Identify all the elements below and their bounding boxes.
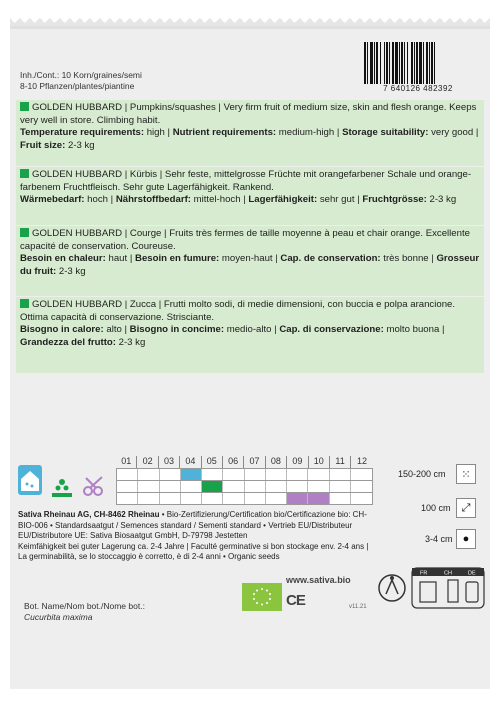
outdoor-cell xyxy=(351,481,372,492)
depth-seed-icon: ● xyxy=(456,529,476,549)
month-label: 09 xyxy=(287,456,308,468)
svg-text:CH: CH xyxy=(444,570,452,577)
description-en: GOLDEN HUBBARD | Pumpkins/squashes | Very firm fruit of medium size, skin and flesh orange. Keeps very well in store. Climbing habit. Temperature requirements: high | Nutrient requirements: medium-high | Storage suitability: very good | Fruit size: 2-3 kg xyxy=(16,100,484,166)
barcode-bar xyxy=(392,42,394,84)
indoor-cell xyxy=(138,469,159,480)
svg-text:FR: FR xyxy=(420,570,428,577)
harvest-cell xyxy=(330,493,351,504)
month-label: 06 xyxy=(223,456,244,468)
company-name: Sativa Rheinau AG, CH-8462 Rheinau xyxy=(18,510,160,519)
outdoor-sowing-icon xyxy=(50,478,74,498)
month-label: 03 xyxy=(159,456,180,468)
eu-organic-logo xyxy=(242,583,282,611)
sowing-depth-value: 3-4 cm xyxy=(425,534,453,544)
barcode-bar xyxy=(395,42,398,84)
contents-line-2: 8-10 Pflanzen/plantes/piantine xyxy=(20,81,135,91)
outdoor-cell xyxy=(181,481,202,492)
month-label: 12 xyxy=(356,456,367,466)
harvest-cell xyxy=(160,493,181,504)
barcode-bar xyxy=(419,42,422,84)
harvest-cell xyxy=(138,493,159,504)
barcode-bar xyxy=(386,42,388,84)
month-label: 05 xyxy=(202,456,223,468)
barcode-bar xyxy=(431,42,433,84)
barcode-bar xyxy=(434,42,435,84)
harvest-cell xyxy=(351,493,372,504)
barcode-bar xyxy=(426,42,428,84)
website-url: www.sativa.bio xyxy=(286,575,351,585)
spacing-dots-icon: ⁙ xyxy=(456,464,476,484)
contents-line-1: Inh./Cont.: 10 Korn/graines/semi xyxy=(20,70,142,80)
description-fr: GOLDEN HUBBARD | Courge | Fruits très fermes de taille moyenne à peau et chair orange. Excellente capacité de conservation. Coureuse. Besoin en chaleur: haut | Besoin en fumure: moyen-haut | Cap. de conservation: très bonne | Grosseur du fruit: 2-3 kg xyxy=(16,226,484,296)
indoor-cell xyxy=(351,469,372,480)
indoor-cell xyxy=(181,469,202,480)
harvest-cell xyxy=(266,493,287,504)
outdoor-cell xyxy=(308,481,329,492)
indoor-cell xyxy=(245,469,266,480)
barcode-bar xyxy=(429,42,430,84)
indoor-cell xyxy=(117,469,138,480)
barcode-bar xyxy=(411,42,413,84)
calendar-months xyxy=(116,456,373,468)
indoor-cell xyxy=(308,469,329,480)
indoor-cell xyxy=(202,469,223,480)
indoor-cell xyxy=(287,469,308,480)
outdoor-cell xyxy=(138,481,159,492)
harvest-cell xyxy=(117,493,138,504)
indoor-cell xyxy=(266,469,287,480)
outdoor-cell xyxy=(160,481,181,492)
description-it: GOLDEN HUBBARD | Zucca | Frutti molto sodi, di medie dimensioni, con buccia e polpa arancione. Ottima capacità di conservazione. Strisciante. Bisogno in calore: alto | Bisogno in concime: medio-alto | Cap. di conservazione: molto buona | Grandezza del frutto: 2-3 kg xyxy=(16,297,484,373)
month-label: 02 xyxy=(137,456,158,468)
height-arrow-icon: ⤢ xyxy=(456,498,476,518)
harvest-cell xyxy=(223,493,244,504)
indoor-cell xyxy=(160,469,181,480)
month-label: 07 xyxy=(244,456,265,468)
recycling-info-icon xyxy=(376,566,486,610)
barcode-number: 7 640126 482392 xyxy=(383,84,453,93)
barcode-bar xyxy=(404,42,405,84)
svg-text:DE: DE xyxy=(468,570,476,577)
botanical-name xyxy=(24,601,145,623)
botanical-species: Cucurbita maxima xyxy=(24,612,93,622)
month-label: 11 xyxy=(330,456,351,468)
barcode xyxy=(362,40,474,88)
harvest-cell xyxy=(245,493,266,504)
month-label: 08 xyxy=(266,456,287,468)
outdoor-cell xyxy=(245,481,266,492)
certification-text: Sativa Rheinau AG, CH-8462 Rheinau • Bio-Zertifizierung/Certification bio/Certificazione bio: CH-BIO-006 • Standardsaatgut / Semences standard / Sementi standard • Vertrieb EU/Distributeur EU/Distributore UE: Sativa Biosaatgut GmbH, D-79798 Jestetten Keimfähigkeit bei guter Lagerung ca. 2-4 Jahre | Faculté germinative si bon stockage env. 2-4 ans | La germinabilità, se lo stoccaggio è corretto, è di 2-4 anni • Organic seeds xyxy=(18,510,369,562)
barcode-bar xyxy=(389,42,390,84)
barcode-bar xyxy=(399,42,400,84)
botanical-label: Bot. Name/Nom bot./Nome bot.: xyxy=(24,601,145,611)
barcode-bar xyxy=(407,42,408,84)
barcode-bar xyxy=(384,42,385,84)
harvest-scissors-icon xyxy=(82,474,106,498)
month-label: 04 xyxy=(180,456,201,468)
outdoor-cell xyxy=(287,481,308,492)
outdoor-cell xyxy=(117,481,138,492)
version-label: v11.21 xyxy=(349,604,367,610)
barcode-bar xyxy=(370,42,373,84)
calendar-row-outdoor xyxy=(117,481,372,493)
description-de: GOLDEN HUBBARD | Kürbis | Sehr feste, mittelgrosse Früchte mit orangefarbener Schale und orange-farbenem Fruchtfleisch. Sehr gute Lagerfähigkeit. Rankend. Wärmebedarf: hoch | Nährstoffbedarf: mittel-hoch | Lagerfähigkeit: sehr gut | Fruchtgrösse: 2-3 kg xyxy=(16,167,484,225)
indoor-cell xyxy=(223,469,244,480)
barcode-bar xyxy=(414,42,415,84)
outdoor-cell xyxy=(266,481,287,492)
outdoor-cell xyxy=(202,481,223,492)
harvest-cell xyxy=(202,493,223,504)
barcode-bar xyxy=(423,42,424,84)
calendar-row-indoor xyxy=(117,469,372,481)
greenhouse-sowing-icon xyxy=(18,465,42,495)
outdoor-cell xyxy=(330,481,351,492)
harvest-cell xyxy=(287,493,308,504)
barcode-bar xyxy=(380,42,381,84)
barcode-bar xyxy=(367,42,368,84)
indoor-cell xyxy=(330,469,351,480)
barcode-bar xyxy=(376,42,378,84)
barcode-bar xyxy=(374,42,375,84)
ce-mark: CE xyxy=(286,592,305,609)
contents-info xyxy=(20,70,142,92)
harvest-cell xyxy=(181,493,202,504)
plant-height-value: 100 cm xyxy=(421,503,451,513)
green-square-icon xyxy=(20,228,29,237)
month-label: 10 xyxy=(309,456,330,468)
barcode-bar xyxy=(416,42,418,84)
harvest-cell xyxy=(308,493,329,504)
month-label: 01 xyxy=(116,456,137,468)
barcode-bar xyxy=(364,42,366,84)
calendar-row-harvest xyxy=(117,493,372,504)
calendar-grid xyxy=(116,468,373,505)
sowing-calendar xyxy=(116,456,373,505)
barcode-bar xyxy=(401,42,403,84)
green-square-icon xyxy=(20,102,29,111)
row-spacing-value: 150-200 cm xyxy=(398,469,446,479)
outdoor-cell xyxy=(223,481,244,492)
green-square-icon xyxy=(20,299,29,308)
green-square-icon xyxy=(20,169,29,178)
